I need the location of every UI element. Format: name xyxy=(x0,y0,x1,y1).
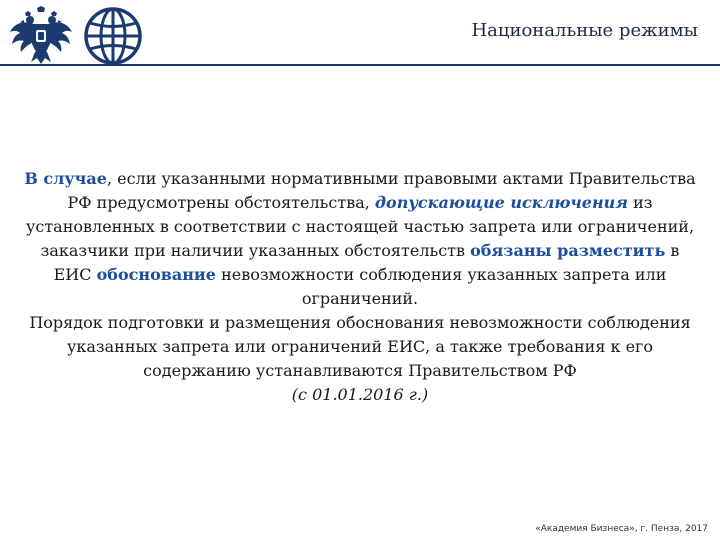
header-divider xyxy=(0,64,720,66)
footer-credit: «Академия Бизнеса», г. Пенза, 2017 xyxy=(535,524,708,534)
highlight-obosnovanie: обоснование xyxy=(96,265,216,284)
main-text xyxy=(22,167,698,407)
text-segment: невозможности соблюдения указанных запрета или ограничений. xyxy=(215,265,667,308)
coat-of-arms-icon xyxy=(8,6,74,66)
highlight-v-sluchae: В случае xyxy=(24,169,107,188)
page-title: Национальные режимы xyxy=(471,20,698,41)
highlight-obyazany: обязаны разместить xyxy=(470,241,666,260)
globe-icon xyxy=(83,6,143,66)
paragraph-procedure: Порядок подготовки и размещения обоснования невозможности соблюдения указанных запрета или ограничений ЕИС, а также требования к его содержанию устанавливаются Правительством РФ xyxy=(29,313,691,380)
text-segment: в ЕИС xyxy=(53,241,680,284)
highlight-dopuskayushchie: допускающие исключения xyxy=(374,193,628,212)
effective-date: (с 01.01.2016 г.) xyxy=(291,385,429,404)
text-segment: , если указанными нормативными правовыми актами Правительства РФ предусмотрены обстоятельства, xyxy=(67,169,696,212)
text-segment: из установленных в соответствии с настоящей частью запрета или ограничений, заказчики при наличии указанных обстоятельств xyxy=(25,193,695,260)
